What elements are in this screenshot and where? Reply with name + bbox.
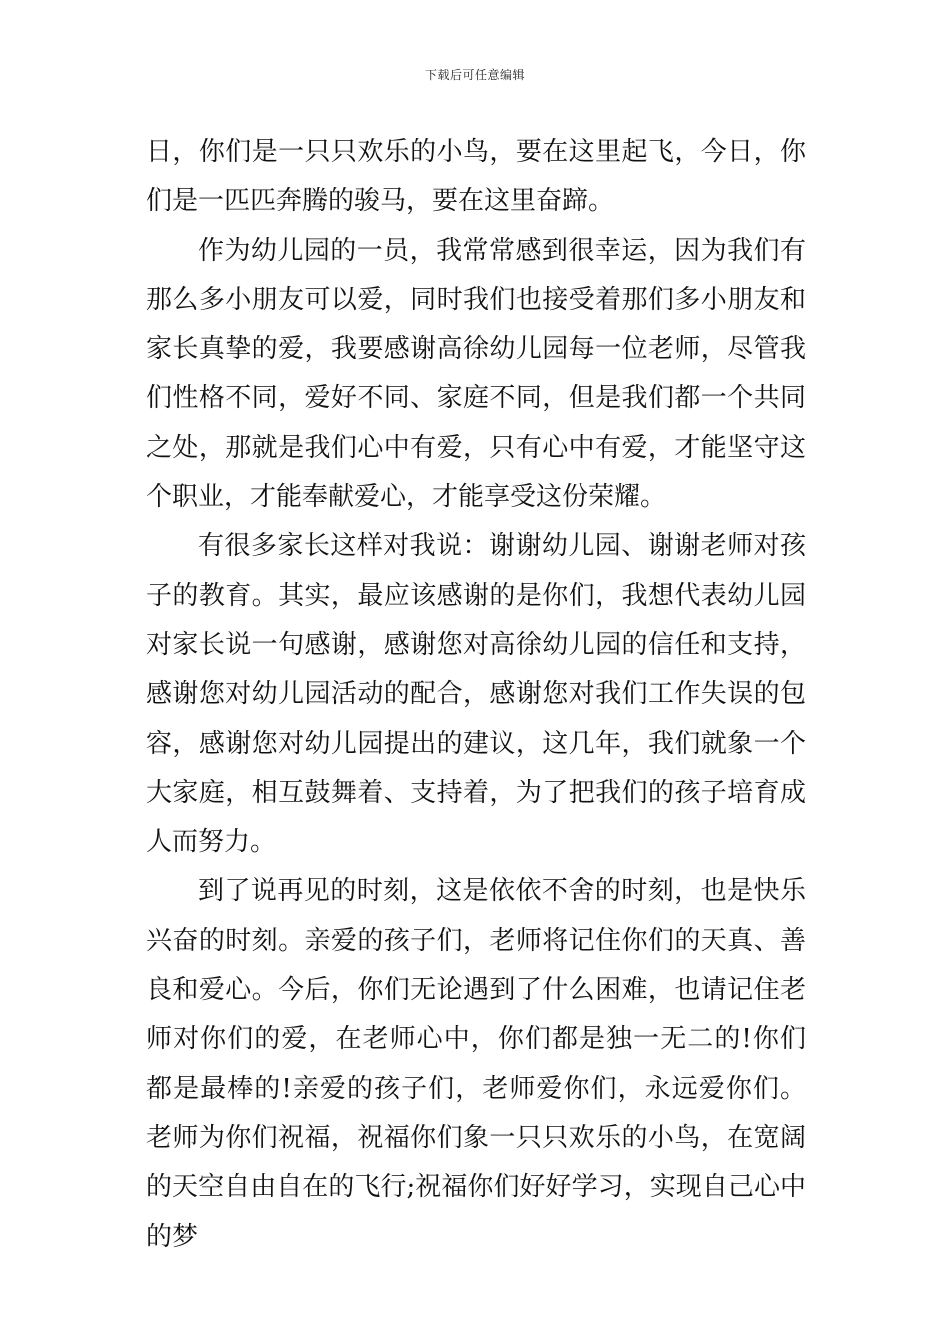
paragraph-1: 日，你们是一只只欢乐的小鸟，要在这里起飞，今日，你们是一匹匹奔腾的骏马，要在这里奋蹄。 (146, 137, 806, 217)
paragraph-2: 作为幼儿园的一员，我常常感到很幸运，因为我们有那么多小朋友可以爱，同时我们也接受着那们多小朋友和家长真挚的爱，我要感谢高徐幼儿园每一位老师，尽管我们性格不同，爱好不同、家庭不同，但是我们都一个共同之处，那就是我们心中有爱，只有心中有爱，才能坚守这个职业，才能奉献爱心，才能享受这份荣耀。 (146, 235, 806, 513)
document-body (146, 128, 806, 1262)
paragraph-3: 有很多家长这样对我说：谢谢幼儿园、谢谢老师对孩子的教育。其实，最应该感谢的是你们，我想代表幼儿园对家长说一句感谢，感谢您对高徐幼儿园的信任和支持，感谢您对幼儿园活动的配合，感谢您对我们工作失误的包容，感谢您对幼儿园提出的建议，这几年，我们就象一个大家庭，相互鼓舞着、支持着，为了把我们的孩子培育成人而努力。 (146, 531, 806, 858)
page-header: 下载后可任意编辑 (424, 68, 525, 82)
paragraph-4: 到了说再见的时刻，这是依依不舍的时刻，也是快乐兴奋的时刻。亲爱的孩子们，老师将记住你们的天真、善良和爱心。今后，你们无论遇到了什么困难，也请记住老师对你们的爱，在老师心中，你们都是独一无二的!你们都是最棒的!亲爱的孩子们，老师爱你们，永远爱你们。老师为你们祝福，祝福你们象一只只欢乐的小鸟，在宽阔的天空自由自在的飞行;祝福你们好好学习，实现自己心中的梦 (146, 876, 806, 1252)
